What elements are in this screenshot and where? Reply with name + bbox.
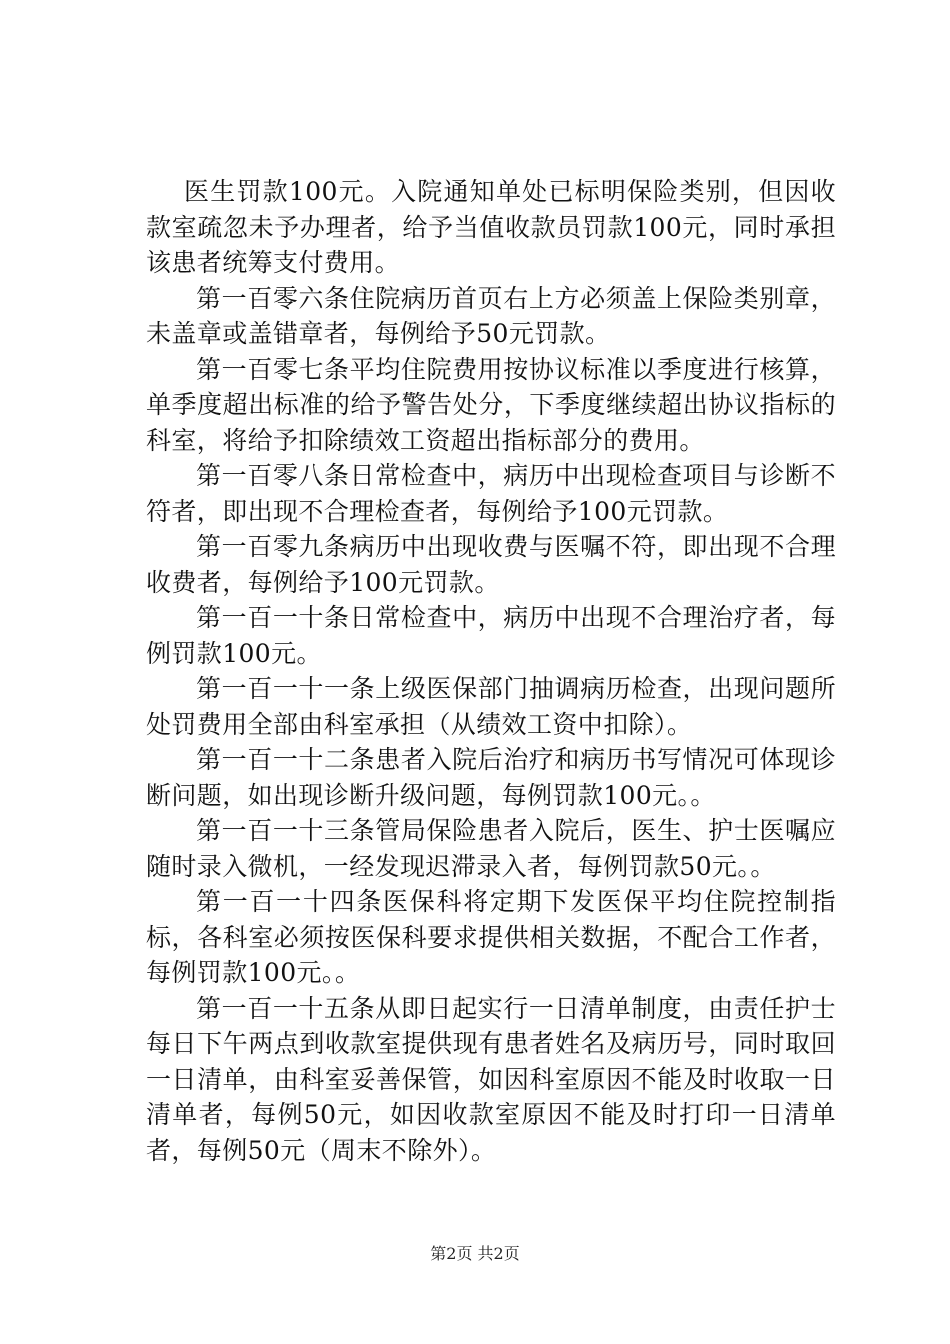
paragraph-article-114: 第一百一十四条医保科将定期下发医保平均住院控制指标，各科室必须按医保科要求提供相关数据，不配合工作者，每例罚款100元。。 [146, 887, 836, 987]
paragraph-article-109: 第一百零九条病历中出现收费与医嘱不符，即出现不合理收费者，每例给予100元罚款。 [146, 532, 836, 597]
paragraph-article-115: 第一百一十五条从即日起实行一日清单制度，由责任护士每日下午两点到收款室提供现有患者姓名及病历号，同时取回一日清单，由科室妥善保管，如因科室原因不能及时收取一日清单者，每例50元，如因收款室原因不能及时打印一日清单者，每例50元（周末不除外）。 [146, 993, 836, 1165]
paragraph-article-111: 第一百一十一条上级医保部门抽调病历检查，出现问题所处罚费用全部由科室承担（从绩效工资中扣除）。 [146, 674, 836, 739]
paragraph-article-106: 第一百零六条住院病历首页右上方必须盖上保险类别章，未盖章或盖错章者，每例给予50元罚款。 [146, 283, 836, 348]
paragraph-article-108: 第一百零八条日常检查中，病历中出现检查项目与诊断不符者，即出现不合理检查者，每例给予100元罚款。 [146, 461, 836, 526]
paragraph-article-110: 第一百一十条日常检查中，病历中出现不合理治疗者，每例罚款100元。 [146, 603, 836, 668]
document-body [146, 174, 836, 1168]
paragraph-article-107: 第一百零七条平均住院费用按协议标准以季度进行核算，单季度超出标准的给予警告处分，下季度继续超出协议指标的科室，将给予扣除绩效工资超出指标部分的费用。 [146, 354, 836, 455]
paragraph-article-112: 第一百一十二条患者入院后治疗和病历书写情况可体现诊断问题，如出现诊断升级问题，每例罚款100元。。 [146, 745, 836, 810]
paragraph-continuation: 医生罚款100元。入院通知单处已标明保险类别，但因收款室疏忽未予办理者，给予当值收款员罚款100元，同时承担该患者统筹支付费用。 [146, 177, 836, 277]
page-footer: 第2页 共2页 [430, 1244, 520, 1263]
paragraph-article-113: 第一百一十三条管局保险患者入院后，医生、护士医嘱应随时录入微机，一经发现迟滞录入者，每例罚款50元。。 [146, 816, 836, 881]
